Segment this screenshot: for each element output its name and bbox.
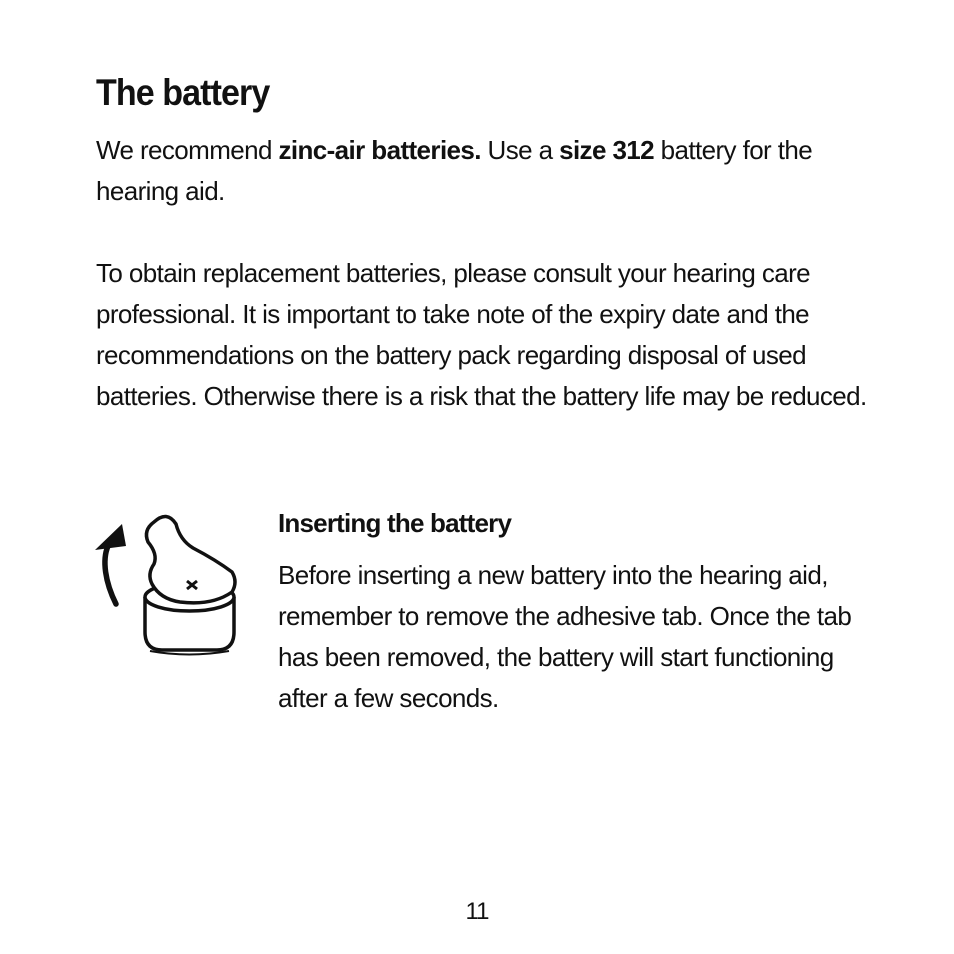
text-segment: battery for the hearing aid. [96,135,813,206]
battery-tab-removal-icon [92,512,242,662]
battery-size-emphasis: size 312 [559,135,655,165]
curved-arrow-icon [105,546,116,604]
inserting-paragraph: Before inserting a new battery into the hearing aid, remember to remove the adhesive tab. Once the tab has been removed, the battery will start functioning after a few seconds. [278,560,852,713]
text-segment: Use a [480,135,560,165]
text-segment: We recommend [96,135,279,165]
page-number: 11 [465,898,489,925]
battery-recommendation-paragraph [96,130,880,212]
battery-type-emphasis: zinc-air batteries. [278,135,481,165]
page-title: The battery [96,72,270,113]
section-heading: Inserting the battery [278,508,512,538]
replacement-info-paragraph: To obtain replacement batteries, please consult your hearing care professional. It is important to take note of the expiry date and the recommendations on the battery pack regarding disposal of used batteries. Otherwise there is a risk that the battery life may be reduced. [96,258,867,411]
